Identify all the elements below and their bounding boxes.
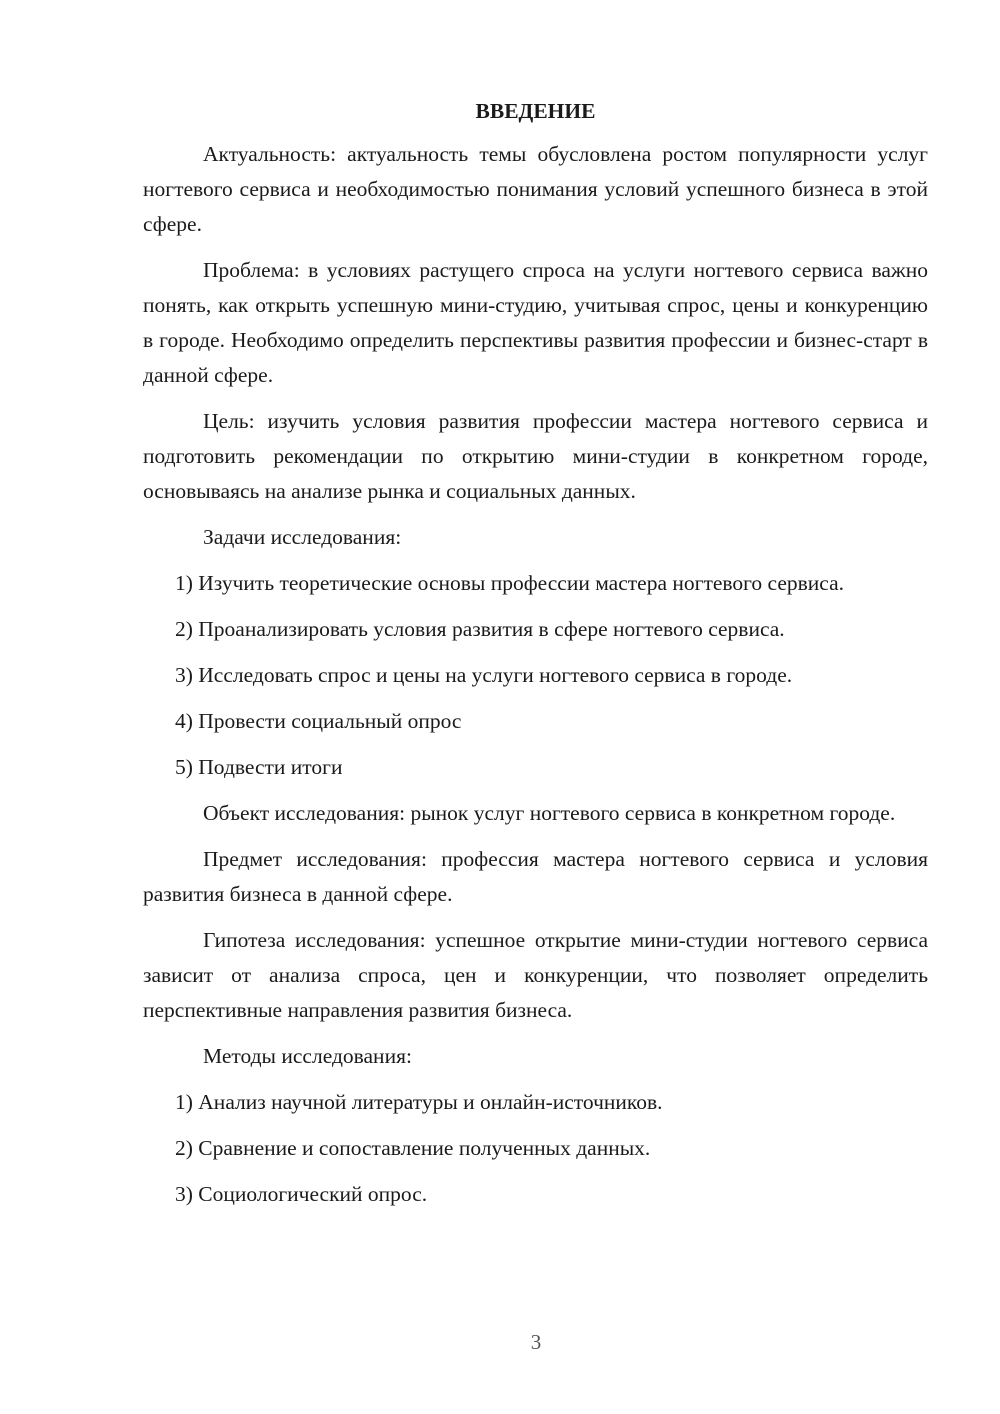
method-item-3: 3) Социологический опрос. [175, 1182, 428, 1206]
paragraph-subject: Предмет исследования: профессия мастера ногтевого сервиса и условия развития бизнеса в данной сфере. [143, 847, 928, 906]
task-item-4: 4) Провести социальный опрос [175, 709, 462, 733]
page-title: ВВЕДЕНИЕ [475, 99, 596, 123]
document-page [143, 94, 928, 1223]
paragraph-relevance: Актуальность: актуальность темы обусловлена ростом популярности услуг ногтевого сервиса и необходимостью понимания условий успешного бизнеса в этой сфере. [143, 142, 928, 236]
task-item-5: 5) Подвести итоги [175, 755, 343, 779]
methods-heading: Методы исследования: [203, 1044, 412, 1068]
method-item-2: 2) Сравнение и сопоставление полученных данных. [175, 1136, 651, 1160]
tasks-heading: Задачи исследования: [203, 525, 402, 549]
task-item-3: 3) Исследовать спрос и цены на услуги ногтевого сервиса в городе. [175, 663, 793, 687]
task-item-1: 1) Изучить теоретические основы профессии мастера ногтевого сервиса. [175, 571, 845, 595]
paragraph-hypothesis: Гипотеза исследования: успешное открытие мини-студии ногтевого сервиса зависит от анализа спроса, цен и конкуренции, что позволяет определить перспективные направления развития бизнеса. [143, 928, 928, 1022]
paragraph-object: Объект исследования: рынок услуг ногтевого сервиса в конкретном городе. [203, 801, 896, 825]
method-item-1: 1) Анализ научной литературы и онлайн-источников. [175, 1090, 663, 1114]
page-number: 3 [530, 1330, 542, 1354]
paragraph-problem: Проблема: в условиях растущего спроса на услуги ногтевого сервиса важно понять, как открыть успешную мини-студию, учитывая спрос, цены и конкуренцию в городе. Необходимо определить перспективы развития профессии и бизнес-старт в данной сфере. [143, 258, 928, 387]
task-item-2: 2) Проанализировать условия развития в сфере ногтевого сервиса. [175, 617, 785, 641]
paragraph-goal: Цель: изучить условия развития профессии мастера ногтевого сервиса и подготовить рекомендации по открытию мини-студии в конкретном городе, основываясь на анализе рынка и социальных данных. [143, 409, 928, 503]
